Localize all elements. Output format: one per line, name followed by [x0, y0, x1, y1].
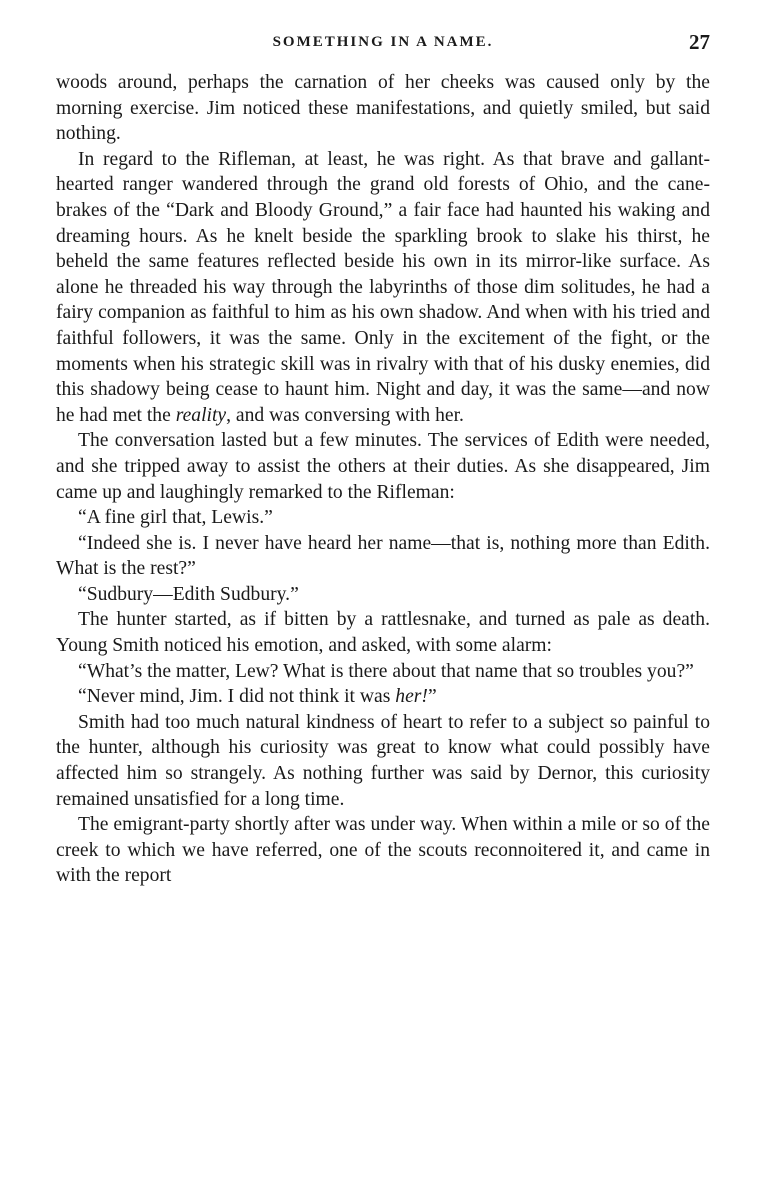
paragraph-text: Smith had too much natural kindness of heart to refer to a subject so painful to the hunter, although his curiosity was great to know what could possibly have affected him so strangely. As nothing further was said by Dernor, this curiosity remained unsatisfied for a long time.: [56, 711, 710, 810]
paragraph: [56, 607, 710, 658]
paragraph: [56, 147, 710, 429]
running-title: SOMETHING IN A NAME.: [272, 34, 494, 50]
paragraph-text: “Indeed she is. I never have heard her name—that is, nothing more than Edith. What is the rest?”: [56, 532, 710, 580]
paragraph: [56, 582, 710, 608]
italic-text: reality: [175, 404, 227, 426]
paragraph: [56, 531, 710, 582]
italic-text: her!: [395, 686, 428, 708]
paragraph-text: “Sudbury—Edith Sudbury.”: [78, 583, 299, 605]
paragraph: [56, 428, 710, 505]
page-number: 27: [689, 30, 710, 54]
paragraph: [56, 659, 710, 685]
book-page: [56, 30, 710, 889]
paragraph-text: “Never mind, Jim. I did not think it was: [78, 686, 396, 708]
paragraph: [56, 710, 710, 812]
paragraph-text: The emigrant-party shortly after was under way. When within a mile or so of the creek to which we have referred, one of the scouts reconnoitered it, and came in with the report: [56, 814, 710, 887]
paragraph-text: In regard to the Rifleman, at least, he was right. As that brave and gallant-hearted ranger wandered through the grand old forests of Ohio, and the cane-brakes of the “Dark and Bloody Ground,” a fair face had haunted his waking and dreaming hours. As he knelt beside the sparkling brook to slake his thirst, he beheld the same features reflected beside his own in its mirror-like surface. As alone he threaded his way through the labyrinths of those dim solitudes, he had a fairy companion as faithful to him as his own shadow. And when with his tried and faithful followers, it was the same. Only in the excitement of the fight, or the moments when his strategic skill was in rivalry with that of his dusky enemies, did this shadowy being cease to haunt him. Night and day, it was the same—and now he had met the: [56, 148, 710, 426]
paragraph-text: woods around, perhaps the carnation of her cheeks was caused only by the morning exercise. Jim noticed these manifestations, and quietly smiled, but said nothing.: [56, 72, 710, 145]
paragraph: [56, 505, 710, 531]
paragraph-text: The conversation lasted but a few minutes. The services of Edith were needed, and she tripped away to assist the others at their duties. As she disappeared, Jim came up and laughingly remarked to the Rifleman:: [56, 430, 710, 503]
paragraph-text: The hunter started, as if bitten by a rattlesnake, and turned as pale as death. Young Smith noticed his emotion, and asked, with some alarm:: [56, 609, 710, 657]
paragraph-text: “What’s the matter, Lew? What is there about that name that so troubles you?”: [78, 660, 694, 682]
paragraph-text: “A fine girl that, Lewis.”: [78, 507, 273, 529]
paragraph-text-tail: ”: [427, 686, 437, 708]
paragraph: [56, 684, 710, 710]
paragraph: [56, 70, 710, 147]
body-text: [56, 70, 710, 889]
paragraph: [56, 812, 710, 889]
running-head: [56, 30, 710, 56]
paragraph-text-tail: , and was conversing with her.: [226, 404, 464, 426]
